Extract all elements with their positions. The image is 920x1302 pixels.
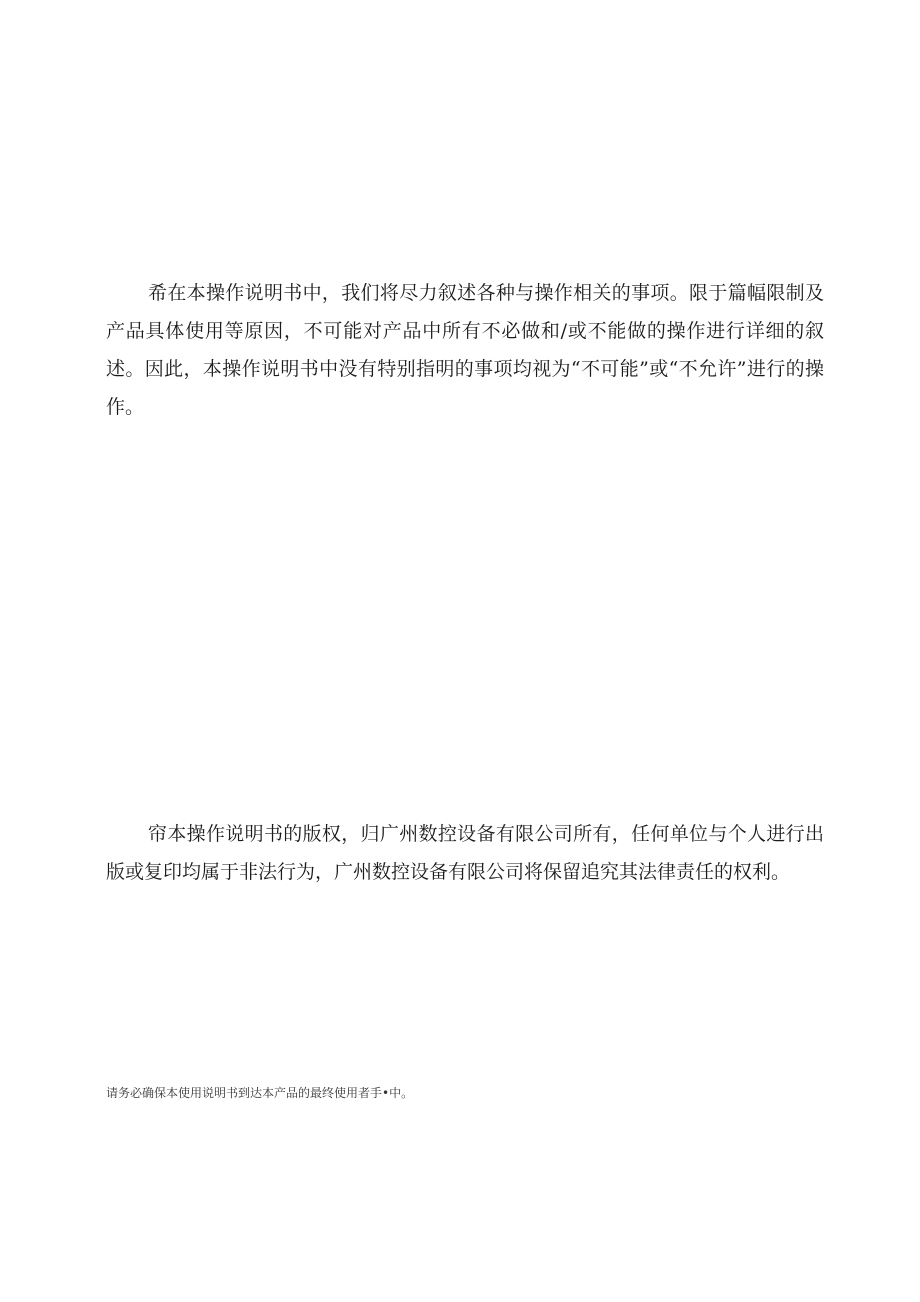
footnote-delivery-note: 请务必确保本使用说明书到达本产品的最终使用者手•中。	[106, 1086, 414, 1100]
notice-paragraph-scope: 希在本操作说明书中，我们将尽力叙述各种与操作相关的事项。限于篇幅限制及产品具体使用等原因，不可能对产品中所有不必做和/或不能做的操作进行详细的叙述。因此，本操作说明书中没有特别指明的事项均视为“不可能”或“不允许”进行的操作。	[106, 282, 824, 418]
notice-paragraph-copyright: 帘本操作说明书的版权，归广州数控设备有限公司所有，任何单位与个人进行出版或复印均属于非法行为，广州数控设备有限公司将保留追究其法律责任的权利。	[106, 823, 824, 883]
